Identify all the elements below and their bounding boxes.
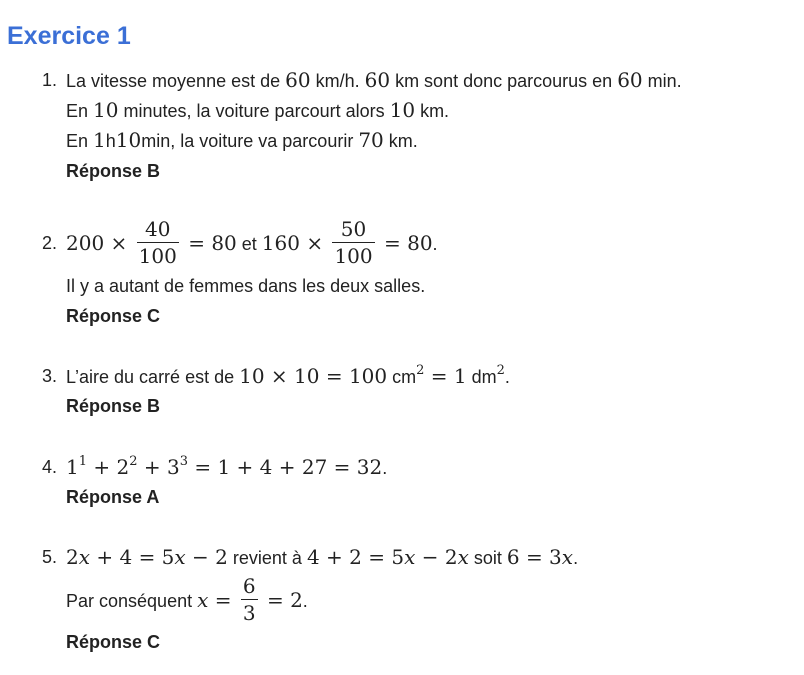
q5-answer: Réponse C	[66, 632, 161, 652]
q2-line-2: Il y a autant de femmes dans les deux salles.	[66, 276, 426, 296]
item-number-3: 3.	[42, 366, 58, 386]
q1-line-3: En 1h10min, la voiture va parcourir 70 km.	[66, 128, 418, 152]
item-number-5: 5.	[42, 547, 58, 567]
fraction-50-100: $\frac{50}{100}$	[334, 216, 373, 268]
q4-answer: Réponse A	[66, 487, 160, 507]
item-number-2: 2.	[42, 233, 58, 253]
q1-line-2: En 10 minutes, la voiture parcourt alors 10 km.	[66, 98, 450, 122]
q2-answer: Réponse C	[66, 306, 161, 326]
q3-line-1: L’aire du carré est de 10 × 10 = 100 $cm^2 = 1$ $dm^2$.	[66, 363, 510, 388]
item-number-4: 4.	[42, 457, 58, 477]
q4-line-1: $1^1 + 2^2 + 3^3 = 1 + 4 + 27 = 32$.	[66, 454, 388, 479]
q1-answer: Réponse B	[66, 161, 161, 181]
exercise-title: Exercice 1	[7, 22, 131, 50]
q1-line-1: La vitesse moyenne est de 60 km/h. 60 km sont donc parcourus en 60 min.	[66, 68, 682, 92]
q5-line-1: 2x + 4 = 5x − 2 revient à 4 + 2 = 5x − 2x soit 6 = 3x.	[66, 545, 579, 569]
q5-line-2: Par conséquent x = $\frac{6}{3}$ = 2.	[66, 573, 308, 625]
fraction-40-100: $\frac{40}{100}$	[138, 216, 177, 268]
fraction-6-3: $\frac{6}{3}$	[242, 573, 256, 625]
item-number-1: 1.	[42, 70, 58, 90]
q2-line-1: 200 × $\frac{40}{100}$ = 80 et 160 × $\frac{50}{100}$ = 80.	[66, 216, 438, 268]
q3-answer: Réponse B	[66, 396, 161, 416]
